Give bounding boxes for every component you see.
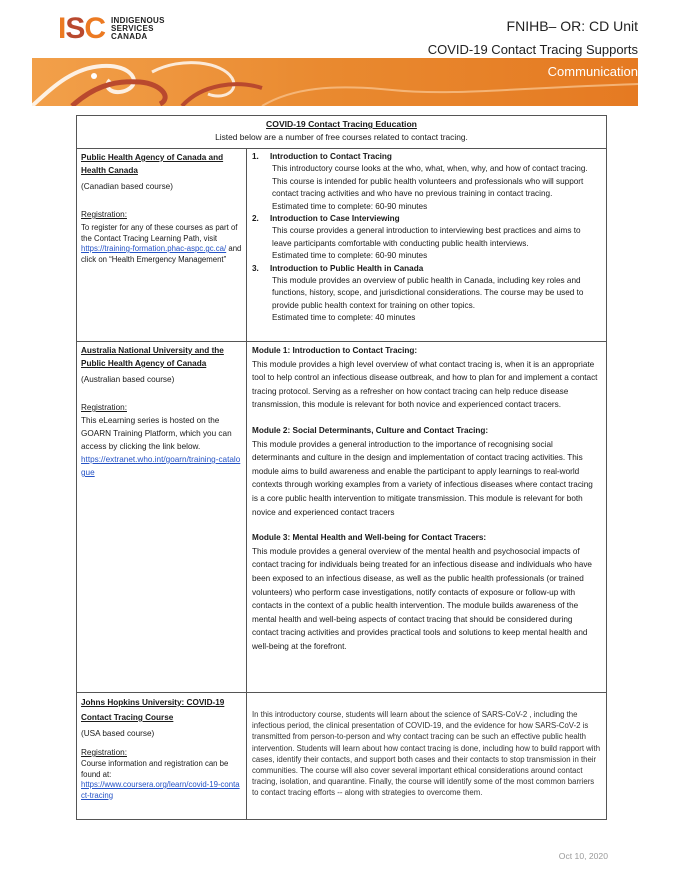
module-title: Module 2: Social Determinants, Culture and Contact Tracing: — [252, 425, 489, 435]
registration-link[interactable]: https://www.coursera.org/learn/covid-19-contact-tracing — [81, 780, 240, 800]
course-item — [252, 213, 601, 263]
registration-link-wrap — [81, 453, 242, 479]
courses-table — [76, 115, 607, 820]
registration-heading: Registration: — [81, 210, 127, 219]
course-description: This course provides a general introduction to interviewing best practices and aims to leave participants comfortable with conducting public health interviews. — [272, 226, 581, 248]
course-time: Estimated time to complete: 40 minutes — [272, 313, 416, 323]
registration-text: This eLearning series is hosted on the GOARN Training Platform, which you can access by clicking the link below. — [81, 416, 232, 451]
table-row — [77, 693, 606, 819]
registration-link-wrap — [81, 780, 242, 801]
logo-mark: ISC — [58, 12, 106, 45]
course-origin: (USA based course) — [81, 729, 155, 738]
logo-word: SERVICES — [111, 24, 154, 33]
course-title: Introduction to Contact Tracing — [270, 152, 392, 161]
module-list-cell — [247, 342, 606, 692]
course-description: This introductory course looks at the who, what, when, why, and how of contact tracing. This course is intended for public health volunteers and professionals who will support contact tracing activities and who have no previous training in contact tracing. — [272, 164, 588, 199]
course-origin: (Australian based course) — [81, 375, 175, 384]
course-title: Introduction to Public Health in Canada — [270, 263, 424, 273]
registration-heading: Registration: — [81, 748, 127, 757]
registration-text-lead: To register for any of these courses as part of the Contact Tracing Learning Path, visit — [81, 223, 238, 243]
module-description: This module provides a general overview of the mental health and psychosocial impacts of contact tracing for individuals being treated for an infectious disease and individuals who have been exposed to an infectious disease, as well as the public health professionals (or trained volunteers) who perform case investigations, notify contacts of exposure or follow-up with contacts in the context of a public health intervention. The module builds awareness of the mental health and well-being aspects of contact tracing that should be considered during contact tracing activities and provides practical tools and solutions to keep mental health and well-being at the forefront. — [252, 546, 592, 651]
table-row — [77, 149, 606, 342]
table-title: COVID-19 Contact Tracing Education — [266, 119, 417, 129]
provider-cell — [77, 693, 247, 819]
course-time: Estimated time to complete: 60-90 minutes — [272, 251, 428, 261]
provider-cell — [77, 149, 247, 341]
provider-name: Australia National University and the Public Health Agency of Canada — [81, 346, 224, 368]
course-number: 1. — [252, 152, 259, 161]
course-description: In this introductory course, students will learn about the science of SARS-CoV-2 , including the infectious period, the clinical presentation of COVID-19, and the evidence for how SARS-CoV-2 is transmitted from person-to-person and why contact tracing can be such an effective public health intervention. Students will learn about how contact tracing is done, including how to build rapport with cases, identify their contacts, and support both cases and their contacts to stop transmission in their communities. The course will also cover several important ethical considerations around contact tracing, isolation, and quarantine. Finally, the course will identify some of the most common barriers to contact tracing efforts -- along with strategies to overcome them. — [252, 710, 601, 798]
course-description-cell — [247, 693, 606, 819]
registration-text-tail: and click on “Health Emergency Management” — [81, 244, 242, 264]
course-description: This module provides an overview of public health in Canada, including key roles and functions, history, scope, and jurisdictional considerations. The course may be used to provide public health context for training on other topics. — [272, 276, 584, 310]
document-title: COVID-19 Contact Tracing Supports — [427, 42, 638, 57]
registration-link[interactable]: https://extranet.who.int/goarn/training-catalogue — [81, 455, 241, 477]
course-item — [252, 151, 601, 213]
registration-heading: Registration: — [81, 403, 127, 412]
org-line: FNIHB– OR: CD Unit — [506, 18, 638, 34]
registration-text — [81, 223, 242, 265]
isc-logo — [58, 14, 165, 44]
course-origin: (Canadian based course) — [81, 182, 173, 191]
course-number: 2. — [252, 214, 259, 224]
table-row — [77, 342, 606, 693]
module-title: Module 3: Mental Health and Well-being for Contact Tracers: — [252, 533, 487, 543]
logo-word: CANADA — [111, 32, 148, 41]
banner-label: Communication — [547, 64, 638, 79]
module-description: This module provides a high level overview of what contact tracing is, when it is an appropriate tool to help control an infectious disease outbreak, and how to plan for and implement a contact tracing protocol. Serving as a refresher on how contact tracing can help reduce disease transmission, this module is relevant for both novice and experienced contact tracers. — [252, 359, 598, 410]
module-description: This module provides a general introduction to the importance of recognising social determinants and culture in the design and implementation of contact tracing activities. This module aims to build awareness and enable the participant to apply learnings to real-world contexts through working examples from a variety of infectious diseases where contact tracing is a core public health intervention to mitigate transmission. This module is relevant for both novice and experienced contact tracers — [252, 439, 593, 517]
course-number: 3. — [252, 263, 259, 273]
module-title: Module 1: Introduction to Contact Tracing: — [252, 346, 418, 355]
course-item — [252, 263, 601, 325]
course-title: Introduction to Case Interviewing — [270, 214, 400, 224]
logo-wordmark — [111, 17, 165, 41]
registration-text: Course information and registration can be found at: — [81, 759, 229, 779]
provider-name: Public Health Agency of Canada and Health Canada — [81, 153, 224, 175]
table-subtitle: Listed below are a number of free courses related to contact tracing. — [215, 132, 468, 142]
table-header — [77, 116, 606, 149]
course-time: Estimated time to complete: 60-90 minutes — [272, 201, 428, 211]
course-list-cell — [247, 149, 606, 341]
provider-name: Johns Hopkins University: COVID-19 Contact Tracing Course — [81, 698, 225, 722]
logo-word: INDIGENOUS — [111, 16, 165, 25]
registration-link[interactable]: https://training-formation.phac-aspc.gc.ca/ — [81, 244, 227, 253]
provider-cell — [77, 342, 247, 692]
footer-date: Oct 10, 2020 — [558, 851, 608, 861]
